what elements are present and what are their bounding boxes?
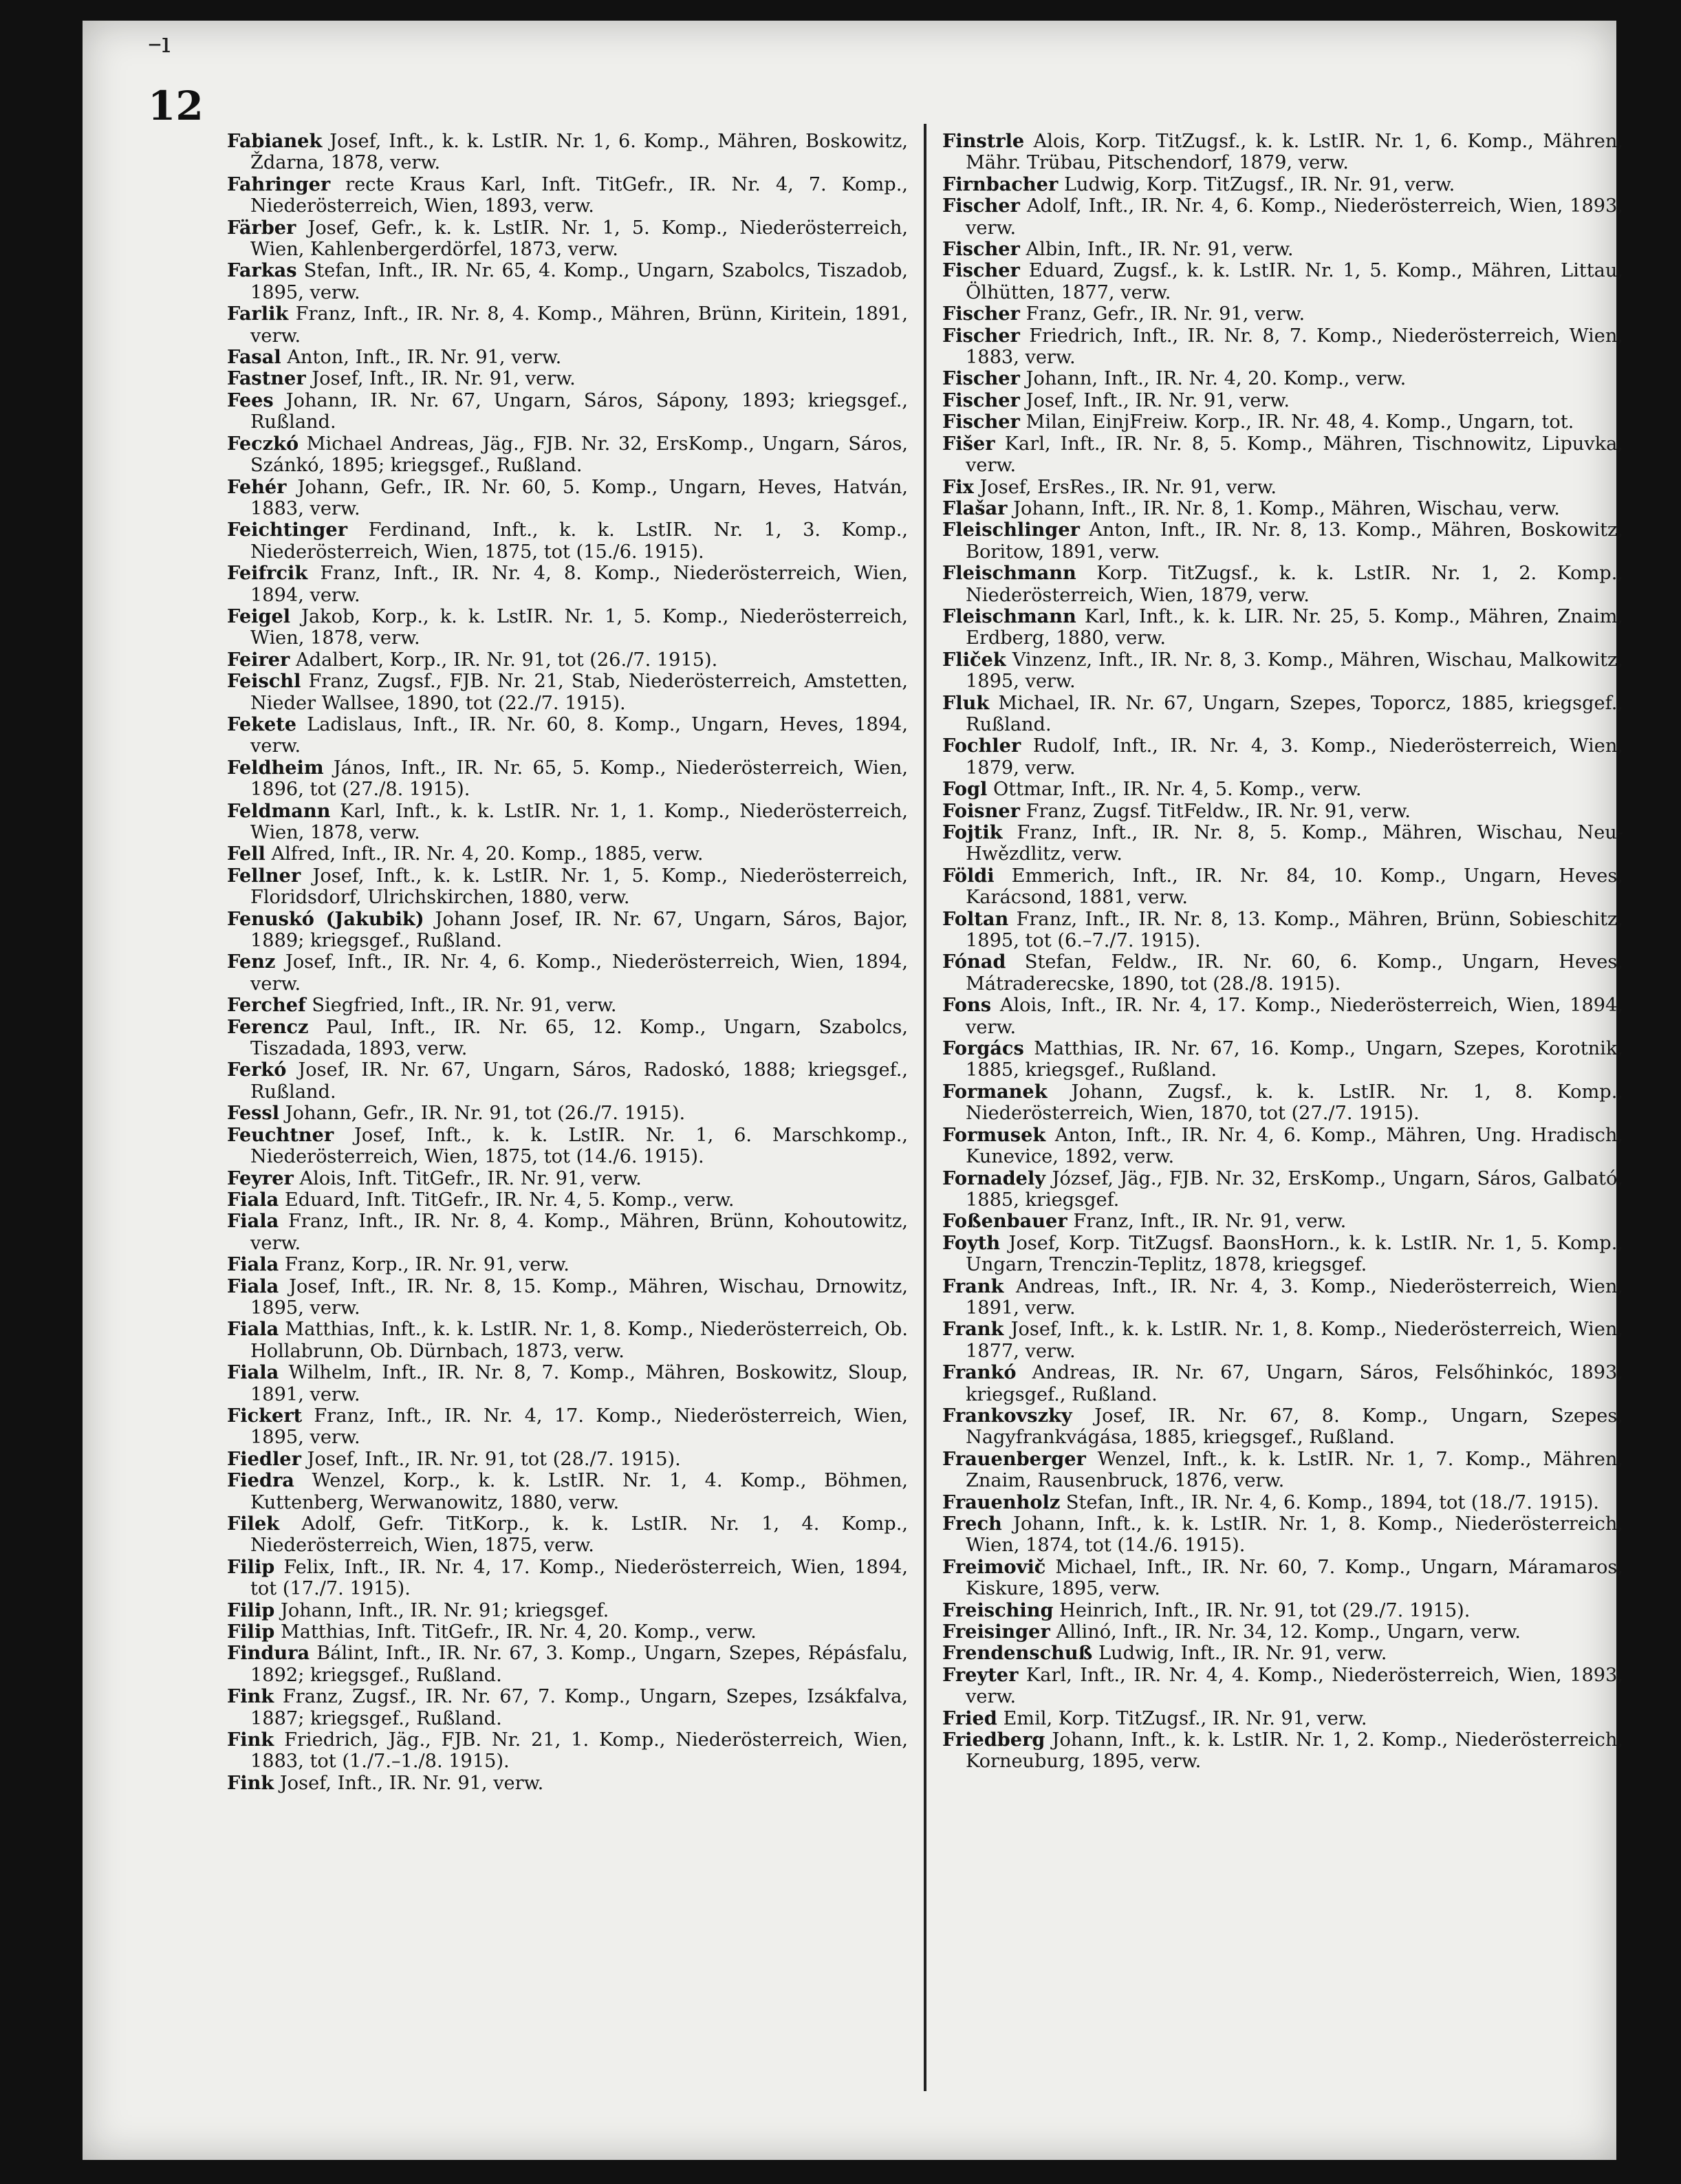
register-entry	[227, 1125, 908, 1168]
entry-details: Johann, Inft., IR. Nr. 8, 1. Komp., Mähren, Wischau, verw.	[1013, 497, 1560, 519]
entry-surname: Földi	[942, 864, 995, 887]
register-entry	[227, 1405, 908, 1449]
entry-surname: Fellner	[227, 864, 301, 887]
entry-surname: Fischer	[942, 367, 1020, 390]
entry-surname: Fiala	[227, 1275, 279, 1297]
entry-details: Wenzel, Inft., k. k. LstIR. Nr. 1, 7. Komp., Mähren, Znaim, Rausenbruck, 1876, verw.	[966, 1448, 1623, 1492]
register-entry	[942, 1362, 1623, 1405]
register-entry	[227, 1189, 908, 1211]
register-entry	[227, 217, 908, 261]
entry-surname: Fojtik	[942, 821, 1003, 843]
entry-details: Josef, Inft., k. k. LstIR. Nr. 1, 6. Marschkomp., Niederösterreich, Wien, 1875, tot (14./6. 1915).	[250, 1124, 908, 1168]
register-entry	[227, 303, 908, 347]
register-entry	[942, 260, 1623, 303]
register-entry	[942, 649, 1623, 693]
entry-surname: Feigel	[227, 605, 291, 627]
entry-surname: Fink	[227, 1729, 274, 1751]
register-entry	[227, 1449, 908, 1470]
entry-surname: Feldheim	[227, 756, 324, 779]
entry-surname: Filip	[227, 1599, 275, 1621]
register-entry	[227, 433, 908, 477]
entry-surname: Foßenbauer	[942, 1210, 1067, 1233]
entry-details: Alois, Inft. TitGefr., IR. Nr. 91, verw.	[299, 1167, 642, 1189]
entry-surname: Fišer	[942, 432, 995, 455]
entry-surname: Fiala	[227, 1210, 279, 1233]
entry-details: Matthias, Inft., k. k. LstIR. Nr. 1, 8. Komp., Niederösterreich, Ob. Hollabrunn, Ob. Dürnbach, 1873, verw.	[250, 1319, 908, 1362]
entry-surname: Filek	[227, 1513, 280, 1535]
register-entry	[227, 843, 908, 865]
entry-surname: Findura	[227, 1642, 310, 1665]
entry-surname: Fiedra	[227, 1469, 294, 1492]
register-entry	[942, 1319, 1623, 1362]
entry-details: Wenzel, Korp., k. k. LstIR. Nr. 1, 4. Komp., Böhmen, Kuttenberg, Werwanowitz, 1880, verw.	[250, 1470, 908, 1513]
register-entry	[942, 131, 1623, 174]
register-entry	[227, 260, 908, 303]
register-entry	[942, 1233, 1623, 1276]
register-entry	[227, 995, 908, 1016]
entry-surname: Fastner	[227, 367, 306, 390]
entry-surname: Fiala	[227, 1253, 279, 1276]
register-entry	[227, 1557, 908, 1600]
register-entry	[227, 368, 908, 389]
entry-details: Franz, Zugsf. TitFeldw., IR. Nr. 91, verw.	[1026, 800, 1411, 822]
entry-surname: Frauenholz	[942, 1491, 1061, 1513]
entry-surname: Fell	[227, 843, 265, 865]
entry-surname: Fiedler	[227, 1447, 301, 1470]
entry-surname: Ferchef	[227, 994, 306, 1017]
entry-details: Jakob, Korp., k. k. LstIR. Nr. 1, 5. Komp., Niederösterreich, Wien, 1878, verw.	[250, 605, 908, 649]
entry-surname: Fickert	[227, 1404, 303, 1427]
register-entry	[227, 1621, 908, 1643]
register-entry	[942, 563, 1623, 606]
register-entry	[227, 671, 908, 714]
register-entry	[942, 909, 1623, 952]
register-entry	[227, 1773, 908, 1794]
entry-details: Alfred, Inft., IR. Nr. 4, 20. Komp., 1885, verw.	[271, 843, 704, 865]
register-entry	[942, 390, 1623, 411]
entry-surname: Fix	[942, 475, 974, 498]
register-entry	[942, 1276, 1623, 1319]
entry-surname: Fornadely	[942, 1167, 1046, 1189]
register-entry	[227, 174, 908, 217]
entry-details: Stefan, Inft., IR. Nr. 65, 4. Komp., Ungarn, Szabolcs, Tiszadob, 1895, verw.	[250, 260, 908, 303]
entry-surname: Fleischlinger	[942, 519, 1080, 541]
register-entry	[942, 822, 1623, 865]
entry-details: Josef, Inft., IR. Nr. 4, 6. Komp., Niederösterreich, Wien, 1894, verw.	[250, 951, 908, 995]
register-entry	[942, 498, 1623, 519]
register-entry	[942, 1600, 1623, 1621]
entry-surname: Flašar	[942, 497, 1008, 519]
register-entry	[227, 1729, 908, 1773]
entry-details: recte Kraus Karl, Inft. TitGefr., IR. Nr. 4, 7. Komp., Niederösterreich, Wien, 1893, verw.	[250, 173, 908, 217]
entry-surname: Fees	[227, 389, 274, 411]
register-entry	[942, 1449, 1623, 1492]
entry-details: Josef, Inft., IR. Nr. 91, verw.	[1026, 389, 1290, 411]
register-entry	[942, 174, 1623, 195]
entry-details: Emmerich, Inft., IR. Nr. 84, 10. Komp., Ungarn, Heves, Karácsond, 1881, verw.	[966, 865, 1623, 909]
register-entry	[942, 1708, 1623, 1729]
register-entry	[227, 563, 908, 606]
entry-details: Ludwig, Korp. TitZugsf., IR. Nr. 91, verw.	[1063, 173, 1455, 195]
entry-details: Johann, Inft., IR. Nr. 91; kriegsgef.	[280, 1599, 609, 1621]
entry-details: Franz, Korp., IR. Nr. 91, verw.	[284, 1254, 570, 1276]
entry-details: Franz, Inft., IR. Nr. 8, 4. Komp., Mähren, Brünn, Kiritein, 1891, verw.	[250, 303, 908, 347]
entry-details: Vinzenz, Inft., IR. Nr. 8, 3. Komp., Mähren, Wischau, Malkowitz, 1895, verw.	[966, 649, 1623, 693]
register-entry	[942, 519, 1623, 563]
register-entry	[227, 1059, 908, 1103]
entry-surname: Fochler	[942, 735, 1021, 757]
entry-surname: Frauenberger	[942, 1447, 1086, 1470]
entry-details: Friedrich, Inft., IR. Nr. 8, 7. Komp., Niederösterreich, Wien, 1883, verw.	[966, 325, 1623, 369]
entry-surname: Fink	[227, 1685, 274, 1708]
register-entry	[227, 347, 908, 368]
right-column	[942, 131, 1623, 2112]
entry-details: Josef, ErsRes., IR. Nr. 91, verw.	[979, 476, 1277, 498]
register-entry	[227, 909, 908, 952]
entry-surname: Fiala	[227, 1318, 279, 1341]
register-entry	[227, 1254, 908, 1275]
page-number: 12	[148, 83, 204, 129]
entry-details: Paul, Inft., IR. Nr. 65, 12. Komp., Ungarn, Szabolcs, Tiszadada, 1893, verw.	[250, 1016, 908, 1060]
register-entry	[227, 131, 908, 174]
entry-surname: Ferencz	[227, 1015, 309, 1038]
register-entry	[942, 1665, 1623, 1708]
entry-surname: Frankovszky	[942, 1404, 1072, 1427]
entry-surname: Foyth	[942, 1231, 1001, 1254]
register-entry	[942, 1168, 1623, 1211]
entry-surname: Fischer	[942, 259, 1020, 282]
register-entry	[227, 1643, 908, 1686]
entry-details: Korp. TitZugsf., k. k. LstIR. Nr. 1, 2. Komp., Niederösterreich, Wien, 1879, verw.	[966, 563, 1623, 606]
entry-surname: Fluk	[942, 691, 990, 714]
register-entry	[942, 1643, 1623, 1664]
register-entry	[942, 779, 1623, 800]
entry-surname: Fischer	[942, 195, 1020, 217]
entry-surname: Frech	[942, 1513, 1002, 1535]
entry-details: Heinrich, Inft., IR. Nr. 91, tot (29./7. 1915).	[1059, 1599, 1471, 1621]
register-entry	[227, 1362, 908, 1405]
entry-surname: Formusek	[942, 1123, 1046, 1146]
entry-details: Andreas, Inft., IR. Nr. 4, 3. Komp., Niederösterreich, Wien, 1891, verw.	[966, 1275, 1623, 1319]
entry-details: Franz, Zugsf., FJB. Nr. 21, Stab, Niederösterreich, Amstetten, Nieder Wallsee, 1890, tot (22./7. 1915).	[250, 671, 908, 714]
entry-surname: Firnbacher	[942, 173, 1059, 195]
register-entry	[227, 1470, 908, 1513]
entry-surname: Farkas	[227, 259, 297, 282]
register-entry	[227, 1017, 908, 1060]
register-entry	[942, 433, 1623, 477]
entry-details: Friedrich, Jäg., FJB. Nr. 21, 1. Komp., Niederösterreich, Wien, 1883, tot (1./7.–1./8. 1915).	[250, 1729, 908, 1773]
entry-details: Franz, Inft., IR. Nr. 4, 17. Komp., Niederösterreich, Wien, 1895, verw.	[250, 1405, 908, 1449]
register-entry	[942, 1729, 1623, 1773]
entry-details: Johann Josef, IR. Nr. 67, Ungarn, Sáros, Bajor, 1889; kriegsgef., Rußland.	[250, 908, 908, 952]
entry-details: Siegfried, Inft., IR. Nr. 91, verw.	[312, 995, 617, 1017]
register-entry	[942, 951, 1623, 995]
entry-details: Allinó, Inft., IR. Nr. 34, 12. Komp., Ungarn, verw.	[1056, 1621, 1521, 1643]
register-entry	[942, 1038, 1623, 1081]
register-entry	[942, 606, 1623, 649]
entry-surname: Feifrcik	[227, 562, 308, 585]
entry-details: Franz, Inft., IR. Nr. 4, 8. Komp., Niederösterreich, Wien, 1894, verw.	[250, 563, 908, 606]
entry-surname: Freyter	[942, 1663, 1019, 1686]
entry-surname: Fiala	[227, 1361, 279, 1384]
entry-surname: Fischer	[942, 389, 1020, 411]
entry-details: Adalbert, Korp., IR. Nr. 91, tot (26./7. 1915).	[296, 649, 718, 671]
register-entry	[942, 1621, 1623, 1643]
register-entry	[227, 1686, 908, 1729]
entry-details: Johann, Gefr., IR. Nr. 60, 5. Komp., Ungarn, Heves, Hatván, 1883, verw.	[250, 476, 908, 519]
entry-details: Josef, Gefr., k. k. LstIR. Nr. 1, 5. Komp., Niederösterreich, Wien, Kahlenbergerdörfel, 1873, verw.	[250, 217, 908, 261]
entry-details: Andreas, IR. Nr. 67, Ungarn, Sáros, Felsőhinkóc, 1893, kriegsgef., Rußland.	[966, 1362, 1623, 1405]
entry-details: Michael, IR. Nr. 67, Ungarn, Szepes, Toporcz, 1885, kriegsgef., Rußland.	[966, 692, 1623, 735]
register-entry	[942, 801, 1623, 822]
entry-surname: Fenuskó (Jakubik)	[227, 907, 424, 930]
entry-surname: Filip	[227, 1621, 275, 1643]
entry-surname: Fons	[942, 994, 992, 1017]
entry-surname: Feyrer	[227, 1167, 294, 1189]
entry-details: Josef, Korp. TitZugsf. BaonsHorn., k. k. LstIR. Nr. 1, 5. Komp., Ungarn, Trenczin-Teplitz, 1878, kriegsgef.	[966, 1232, 1623, 1276]
entry-details: Johann, Inft., k. k. LstIR. Nr. 1, 2. Komp., Niederösterreich, Korneuburg, 1895, verw.	[966, 1729, 1623, 1773]
entry-details: Josef, Inft., IR. Nr. 91, verw.	[279, 1772, 544, 1794]
entry-surname: Frank	[942, 1275, 1004, 1297]
register-entry	[942, 368, 1623, 389]
entry-details: Karl, Inft., IR. Nr. 8, 5. Komp., Mähren, Tischnowitz, Lipuvka, verw.	[966, 433, 1623, 477]
entry-details: Josef, Inft., IR. Nr. 8, 15. Komp., Mähren, Wischau, Drnowitz, 1895, verw.	[250, 1275, 908, 1319]
entry-surname: Fenz	[227, 951, 276, 973]
register-entry	[942, 1405, 1623, 1449]
entry-details: Franz, Gefr., IR. Nr. 91, verw.	[1026, 303, 1305, 325]
register-entry	[227, 606, 908, 649]
register-entry	[227, 714, 908, 757]
register-entry	[942, 411, 1623, 433]
entry-details: Franz, Zugsf., IR. Nr. 67, 7. Komp., Ungarn, Szepes, Izsákfalva, 1887; kriegsgef., Rußland.	[250, 1686, 908, 1729]
register-entry	[942, 1211, 1623, 1232]
register-entry	[942, 865, 1623, 909]
entry-surname: Forgács	[942, 1037, 1024, 1060]
entry-details: Alois, Inft., IR. Nr. 4, 17. Komp., Niederösterreich, Wien, 1894, verw.	[966, 995, 1623, 1038]
entry-details: Wilhelm, Inft., IR. Nr. 8, 7. Komp., Mähren, Boskowitz, Sloup, 1891, verw.	[250, 1362, 908, 1405]
entry-details: Anton, Inft., IR. Nr. 4, 6. Komp., Mähren, Ung. Hradisch, Kunevice, 1892, verw.	[966, 1124, 1623, 1168]
entry-details: Anton, Inft., IR. Nr. 91, verw.	[287, 347, 562, 369]
entry-surname: Frankó	[942, 1361, 1017, 1384]
entry-details: Rudolf, Inft., IR. Nr. 4, 3. Komp., Niederösterreich, Wien, 1879, verw.	[966, 735, 1623, 779]
register-entry	[942, 995, 1623, 1038]
entry-details: Stefan, Feldw., IR. Nr. 60, 6. Komp., Ungarn, Heves, Mátraderecske, 1890, tot (28./8. 1915).	[966, 951, 1623, 995]
entry-surname: Fleischmann	[942, 562, 1076, 585]
register-entry	[942, 1081, 1623, 1125]
entry-details: Karl, Inft., k. k. LstIR. Nr. 1, 1. Komp., Niederösterreich, Wien, 1878, verw.	[250, 800, 908, 843]
entry-details: Josef, Inft., k. k. LstIR. Nr. 1, 6. Komp., Mähren, Boskowitz, Ždarna, 1878, verw.	[250, 131, 908, 174]
entry-surname: Fabianek	[227, 131, 323, 152]
entry-details: Matthias, IR. Nr. 67, 16. Komp., Ungarn, Szepes, Korotnik, 1885, kriegsgef., Rußland.	[966, 1038, 1623, 1081]
entry-details: Eduard, Zugsf., k. k. LstIR. Nr. 1, 5. Komp., Mähren, Littau, Ölhütten, 1877, verw.	[966, 260, 1623, 303]
entry-surname: Färber	[227, 216, 296, 239]
register-entry	[227, 1103, 908, 1124]
register-entry	[942, 735, 1623, 779]
column-divider	[924, 124, 926, 2091]
entry-surname: Fink	[227, 1771, 274, 1794]
entry-details: Johann, Inft., k. k. LstIR. Nr. 1, 8. Komp., Niederösterreich, Wien, 1874, tot (14./6. 1915).	[966, 1513, 1623, 1557]
entry-details: Alois, Korp. TitZugsf., k. k. LstIR. Nr. 1, 6. Komp., Mähren, Mähr. Trübau, Pitschendorf, 1879, verw.	[966, 131, 1623, 174]
register-entry	[227, 801, 908, 844]
entry-surname: Ferkó	[227, 1059, 287, 1081]
entry-details: József, Jäg., FJB. Nr. 32, ErsKomp., Ungarn, Sáros, Galbató, 1885, kriegsgef.	[966, 1167, 1623, 1211]
register-entry	[942, 1513, 1623, 1557]
entry-surname: Feischl	[227, 670, 301, 693]
register-entry	[942, 325, 1623, 369]
entry-surname: Fasal	[227, 346, 281, 369]
entry-surname: Feirer	[227, 648, 290, 671]
register-entry	[227, 1319, 908, 1362]
entry-surname: Fehér	[227, 475, 287, 498]
entry-details: Karl, Inft., IR. Nr. 4, 4. Komp., Niederösterreich, Wien, 1893, verw.	[966, 1664, 1623, 1708]
register-entry	[942, 239, 1623, 260]
entry-surname: Fischer	[942, 303, 1020, 325]
entry-details: Franz, Inft., IR. Nr. 8, 5. Komp., Mähren, Wischau, Neu-Hwězdlitz, verw.	[966, 822, 1623, 865]
entry-surname: Formanek	[942, 1080, 1048, 1103]
left-column	[227, 131, 908, 2112]
entry-details: Felix, Inft., IR. Nr. 4, 17. Komp., Niederösterreich, Wien, 1894, tot (17./7. 1915).	[250, 1556, 908, 1600]
entry-surname: Foisner	[942, 799, 1020, 822]
register-entry	[942, 1125, 1623, 1168]
entry-details: Josef, IR. Nr. 67, 8. Komp., Ungarn, Szepes, Nagyfrankvágása, 1885, kriegsgef., Rußland.	[966, 1405, 1623, 1449]
register-entry	[227, 1168, 908, 1189]
register-entry	[227, 1513, 908, 1557]
register-entry	[227, 390, 908, 433]
register-entry	[227, 519, 908, 563]
entry-surname: Freisching	[942, 1599, 1054, 1621]
entry-surname: Fischer	[942, 238, 1020, 261]
entry-surname: Fessl	[227, 1102, 280, 1125]
entry-details: Johann, IR. Nr. 67, Ungarn, Sáros, Sápony, 1893; kriegsgef., Rußland.	[250, 389, 908, 433]
entry-surname: Feczkó	[227, 432, 299, 455]
entry-surname: Fahringer	[227, 173, 331, 195]
entry-surname: Farlik	[227, 303, 289, 325]
entry-surname: Feichtinger	[227, 519, 348, 541]
register-entry	[227, 1211, 908, 1254]
entry-details: Eduard, Inft. TitGefr., IR. Nr. 4, 5. Komp., verw.	[284, 1189, 735, 1211]
entry-details: Josef, Inft., IR. Nr. 91, verw.	[312, 368, 576, 390]
entry-details: Franz, Inft., IR. Nr. 8, 4. Komp., Mähren, Brünn, Kohoutowitz, verw.	[250, 1211, 908, 1254]
register-entry	[227, 477, 908, 520]
entry-surname: Frendenschuß	[942, 1642, 1093, 1665]
entry-surname: Fleischmann	[942, 605, 1076, 627]
entry-details: Johann, Inft., IR. Nr. 4, 20. Komp., verw.	[1026, 368, 1407, 390]
entry-details: Adolf, Gefr. TitKorp., k. k. LstIR. Nr. 1, 4. Komp., Niederösterreich, Wien, 1875, verw.	[250, 1513, 908, 1557]
entry-surname: Friedberg	[942, 1729, 1045, 1751]
entry-details: Albin, Inft., IR. Nr. 91, verw.	[1026, 239, 1294, 261]
entry-details: Anton, Inft., IR. Nr. 8, 13. Komp., Mähren, Boskowitz, Boritow, 1891, verw.	[966, 519, 1623, 563]
entry-details: Matthias, Inft. TitGefr., IR. Nr. 4, 20. Komp., verw.	[280, 1621, 757, 1643]
entry-details: Franz, Inft., IR. Nr. 91, verw.	[1073, 1211, 1347, 1233]
register-entry	[942, 303, 1623, 325]
entry-surname: Feuchtner	[227, 1123, 334, 1146]
corner-mark: –ı	[148, 28, 171, 59]
entry-surname: Fischer	[942, 324, 1020, 347]
register-entry	[942, 693, 1623, 736]
entry-surname: Frank	[942, 1318, 1004, 1341]
entry-details: Josef, Inft., IR. Nr. 91, tot (28./7. 1915).	[307, 1448, 681, 1470]
register-entry	[227, 757, 908, 801]
register-entry	[942, 1492, 1623, 1513]
entry-details: Ludwig, Inft., IR. Nr. 91, verw.	[1098, 1643, 1387, 1665]
register-entry	[227, 649, 908, 671]
entry-details: Josef, Inft., k. k. LstIR. Nr. 1, 8. Komp., Niederösterreich, Wien, 1877, verw.	[966, 1319, 1623, 1362]
entry-details: Adolf, Inft., IR. Nr. 4, 6. Komp., Niederösterreich, Wien, 1893, verw.	[966, 195, 1623, 239]
register-entry	[227, 1276, 908, 1319]
register-entry	[942, 195, 1623, 239]
entry-surname: Fried	[942, 1707, 997, 1729]
entry-surname: Fliček	[942, 648, 1006, 671]
entry-details: Milan, EinjFreiw. Korp., IR. Nr. 48, 4. Komp., Ungarn, tot.	[1026, 411, 1574, 433]
entry-details: Michael Andreas, Jäg., FJB. Nr. 32, ErsKomp., Ungarn, Sáros, Szánkó, 1895; kriegsgef., Rußland.	[250, 433, 908, 477]
entry-details: Bálint, Inft., IR. Nr. 67, 3. Komp., Ungarn, Szepes, Répásfalu, 1892; kriegsgef., Rußland.	[250, 1643, 908, 1686]
entry-details: Johann, Zugsf., k. k. LstIR. Nr. 1, 8. Komp., Niederösterreich, Wien, 1870, tot (27./7. 1915).	[966, 1081, 1623, 1125]
entry-surname: Fekete	[227, 713, 297, 735]
entry-details: János, Inft., IR. Nr. 65, 5. Komp., Niederösterreich, Wien, 1896, tot (27./8. 1915).	[250, 757, 908, 801]
entry-surname: Fiala	[227, 1188, 279, 1211]
register-entry	[942, 477, 1623, 498]
entry-surname: Fogl	[942, 778, 988, 801]
entry-details: Johann, Gefr., IR. Nr. 91, tot (26./7. 1915).	[285, 1103, 686, 1125]
entry-surname: Freimovič	[942, 1555, 1046, 1578]
entry-surname: Foltan	[942, 907, 1009, 930]
register-entry	[942, 1557, 1623, 1600]
entry-surname: Fischer	[942, 411, 1020, 433]
entry-details: Franz, Inft., IR. Nr. 8, 13. Komp., Mähren, Brünn, Sobieschitz, 1895, tot (6.–7./7. 1915).	[966, 908, 1623, 952]
entry-details: Ferdinand, Inft., k. k. LstIR. Nr. 1, 3. Komp., Niederösterreich, Wien, 1875, tot (15./6. 1915).	[250, 519, 908, 563]
entry-details: Stefan, Inft., IR. Nr. 4, 6. Komp., 1894, tot (18./7. 1915).	[1065, 1491, 1599, 1513]
entry-details: Emil, Korp. TitZugsf., IR. Nr. 91, verw.	[1003, 1707, 1367, 1729]
register-entry	[227, 951, 908, 995]
entry-surname: Freisinger	[942, 1621, 1050, 1643]
entry-surname: Feldmann	[227, 799, 331, 822]
entry-details: Michael, Inft., IR. Nr. 60, 7. Komp., Ungarn, Máramaros, Kiskure, 1895, verw.	[966, 1556, 1623, 1600]
register-entry	[227, 865, 908, 909]
entry-details: Ottmar, Inft., IR. Nr. 4, 5. Komp., verw.	[993, 779, 1362, 801]
entry-surname: Fónad	[942, 951, 1006, 973]
entry-details: Josef, Inft., k. k. LstIR. Nr. 1, 5. Komp., Niederösterreich, Floridsdorf, Ulrichskirchen, 1880, verw.	[250, 865, 908, 909]
entry-details: Karl, Inft., k. k. LIR. Nr. 25, 5. Komp., Mähren, Znaim, Erdberg, 1880, verw.	[966, 605, 1623, 649]
entry-details: Ladislaus, Inft., IR. Nr. 60, 8. Komp., Ungarn, Heves, 1894, verw.	[250, 713, 908, 757]
entry-surname: Finstrle	[942, 131, 1025, 152]
entry-surname: Filip	[227, 1555, 275, 1578]
entry-details: Josef, IR. Nr. 67, Ungarn, Sáros, Radoskó, 1888; kriegsgef., Rußland.	[250, 1059, 908, 1103]
register-entry	[227, 1600, 908, 1621]
